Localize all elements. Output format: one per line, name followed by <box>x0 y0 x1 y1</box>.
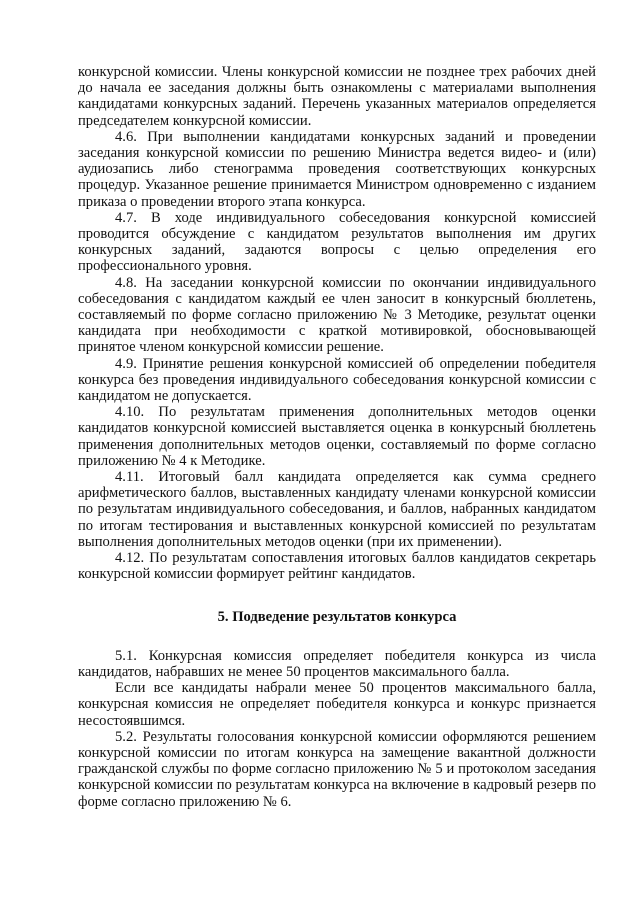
document-page <box>78 64 596 810</box>
paragraph-4-7: 4.7. В ходе индивидуального собеседования конкурсной комиссией проводится обсуждение с кандидатом результатов выполнения им других конкурсных заданий, задаются вопросы с целью определения его профессионального уровня. <box>78 209 596 275</box>
paragraph-5-2: 5.2. Результаты голосования конкурсной комиссии оформляются решением конкурсной комиссии по итогам конкурса на замещение вакантной должности гражданской службы по форме согласно приложению № 5 и протоколом заседания конкурсной комиссии по результатам конкурса на включение в кадровый резерв по форме согласно приложению № 6. <box>78 728 596 810</box>
paragraph-5-1-continued: Если все кандидаты набрали менее 50 процентов максимального балла, конкурсная комиссия не определяет победителя конкурса и конкурс признается несостоявшимся. <box>78 680 596 729</box>
paragraph-5-1: 5.1. Конкурсная комиссия определяет победителя конкурса из числа кандидатов, набравших не менее 50 процентов максимального балла. <box>78 647 596 680</box>
paragraph-4-10: 4.10. По результатам применения дополнительных методов оценки кандидатов конкурсной комиссией выставляется оценка в конкурсный бюллетень применения дополнительных методов оценки, составляемый по форме согласно приложению № 4 к Методике. <box>78 404 596 469</box>
paragraph-4-11: 4.11. Итоговый балл кандидата определяется как сумма среднего арифметического баллов, выставленных кандидату членами конкурсной комиссии по результатам индивидуального собеседования, и баллов, набранных кандидатом по итогам тестирования и выставленных конкурсной комиссией по результатам выполнения дополнительных методов оценки (при их применении). <box>78 469 596 550</box>
paragraph-4-9: 4.9. Принятие решения конкурсной комиссией об определении победителя конкурса без проведения индивидуального собеседования конкурсной комиссии с кандидатом не допускается. <box>78 355 596 405</box>
section-heading: 5. Подведение результатов конкурса <box>217 608 457 625</box>
paragraph-4-6: 4.6. При выполнении кандидатами конкурсных заданий и проведении заседания конкурсной комиссии по решению Министра ведется видео- и (или) аудиозапись либо стенограмма проведения соответствующих конкурсных процедур. Указанное решение принимается Министром одновременно с изданием приказа о проведении второго этапа конкурса. <box>78 128 596 210</box>
paragraph-4-12: 4.12. По результатам сопоставления итоговых баллов кандидатов секретарь конкурсной комиссии формирует рейтинг кандидатов. <box>78 550 596 583</box>
paragraph-continued: конкурсной комиссии. Члены конкурсной комиссии не позднее трех рабочих дней до начала ее заседания должны быть ознакомлены с материалами выполнения кандидатами конкурсных заданий. Перечень указанных материалов определяется председателем конкурсной комиссии. <box>78 64 596 129</box>
paragraph-4-8: 4.8. На заседании конкурсной комиссии по окончании индивидуального собеседования с кандидатом каждый ее член заносит в конкурсный бюллетень, составляемый по форме согласно приложению № 3 Методике, результат оценки кандидата при необходимости с краткой мотивировкой, обосновывающей принятое членом конкурсной комиссии решение. <box>78 274 596 356</box>
